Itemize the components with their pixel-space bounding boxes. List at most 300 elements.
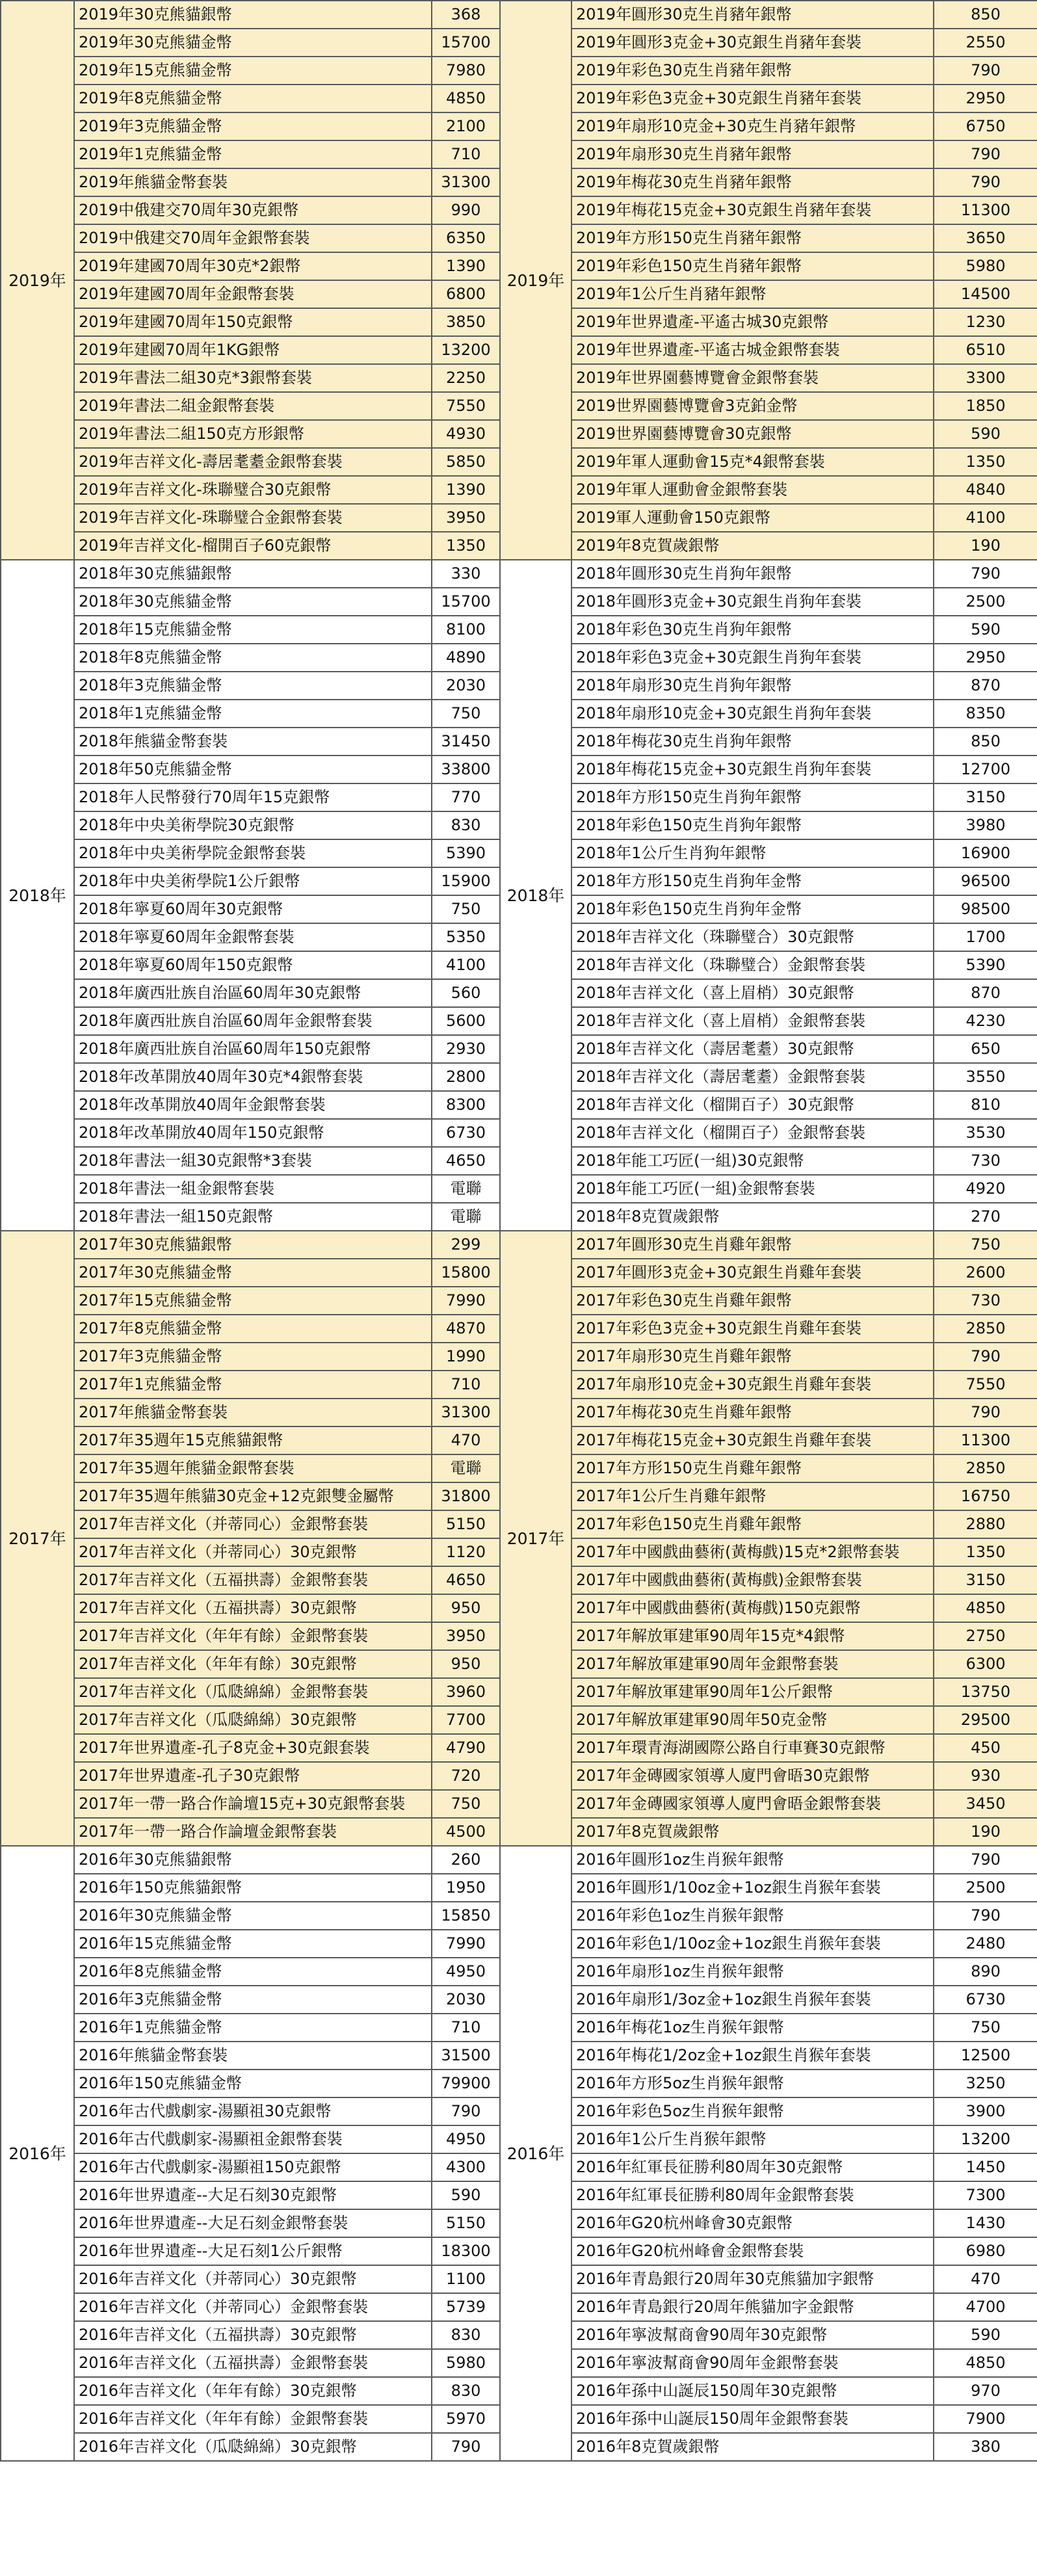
coin-name-left: 2016年吉祥文化（并蒂同心）金銀幣套裝 <box>74 2293 432 2321</box>
coin-name-right: 2017年中國戲曲藝術(黃梅戲)金銀幣套裝 <box>571 1566 934 1594</box>
coin-price-right: 11300 <box>934 1426 1037 1454</box>
coin-name-left: 2017年世界遺產-孔子8克金+30克銀套裝 <box>74 1734 432 1762</box>
coin-name-right: 2018年吉祥文化（珠聯璧合）金銀幣套裝 <box>571 951 934 979</box>
coin-name-left: 2017年35週年熊貓金銀幣套裝 <box>74 1454 432 1482</box>
coin-name-right: 2019世界園藝博覽會3克鉑金幣 <box>571 392 934 420</box>
coin-price-left: 2100 <box>432 112 500 140</box>
coin-price-right: 850 <box>934 728 1037 756</box>
coin-name-left: 2017年3克熊貓金幣 <box>74 1343 432 1371</box>
coin-name-left: 2018年寧夏60周年150克銀幣 <box>74 951 432 979</box>
coin-name-right: 2018年能工巧匠(一組)30克銀幣 <box>571 1147 934 1175</box>
coin-name-right: 2017年扇形30克生肖雞年銀幣 <box>571 1343 934 1371</box>
coin-price-left: 4650 <box>432 1147 500 1175</box>
coin-name-left: 2018年書法一組150克銀幣 <box>74 1203 432 1231</box>
coin-price-right: 890 <box>934 1958 1037 1986</box>
coin-price-left: 6350 <box>432 224 500 252</box>
coin-price-left: 5980 <box>432 2349 500 2377</box>
coin-price-left: 13200 <box>432 336 500 364</box>
coin-name-left: 2017年35週年15克熊貓銀幣 <box>74 1426 432 1454</box>
coin-price-left: 990 <box>432 196 500 224</box>
coin-name-right: 2016年彩色1/10oz金+1oz銀生肖猴年套裝 <box>571 1930 934 1958</box>
coin-name-left: 2018年改革開放40周年30克*4銀幣套裝 <box>74 1063 432 1091</box>
coin-name-left: 2017年吉祥文化（瓜瓞綿綿）30克銀幣 <box>74 1706 432 1734</box>
coin-name-right: 2018年吉祥文化（壽居耄耋）30克銀幣 <box>571 1035 934 1063</box>
coin-price-right: 790 <box>934 57 1037 85</box>
coin-price-right: 790 <box>934 1902 1037 1930</box>
coin-price-right: 2850 <box>934 1454 1037 1482</box>
coin-price-left: 4870 <box>432 1315 500 1343</box>
coin-price-left: 1390 <box>432 252 500 280</box>
coin-name-right: 2019年彩色150克生肖豬年銀幣 <box>571 252 934 280</box>
coin-price-left: 4950 <box>432 2125 500 2153</box>
coin-price-left: 6800 <box>432 280 500 308</box>
coin-name-right: 2016年扇形1/3oz金+1oz銀生肖猴年套裝 <box>571 1986 934 2014</box>
coin-name-left: 2019年15克熊貓金幣 <box>74 57 432 85</box>
coin-price-left: 3950 <box>432 504 500 532</box>
coin-name-left: 2019年熊貓金幣套裝 <box>74 168 432 196</box>
coin-name-right: 2018年吉祥文化（榴開百子）金銀幣套裝 <box>571 1119 934 1147</box>
coin-name-left: 2016年吉祥文化（五福拱壽）金銀幣套裝 <box>74 2349 432 2377</box>
coin-price-right: 970 <box>934 2377 1037 2405</box>
year-label-left: 2019年 <box>1 1 74 560</box>
coin-price-right: 790 <box>934 1846 1037 1874</box>
coin-price-right: 730 <box>934 1287 1037 1315</box>
coin-name-left: 2017年世界遺產-孔子30克銀幣 <box>74 1762 432 1790</box>
coin-price-left: 79900 <box>432 2070 500 2097</box>
coin-price-right: 12500 <box>934 2042 1037 2070</box>
coin-name-left: 2019年3克熊貓金幣 <box>74 112 432 140</box>
coin-name-right: 2018年吉祥文化（榴開百子）30克銀幣 <box>571 1091 934 1119</box>
coin-price-left: 31300 <box>432 168 500 196</box>
coin-name-left: 2016年古代戲劇家-湯顯祖金銀幣套裝 <box>74 2125 432 2153</box>
coin-price-right: 1350 <box>934 1538 1037 1566</box>
coin-name-left: 2018年中央美術學院1公斤銀幣 <box>74 867 432 895</box>
coin-name-right: 2017年解放軍建軍90周年1公斤銀幣 <box>571 1678 934 1706</box>
coin-name-left: 2016年30克熊貓銀幣 <box>74 1846 432 1874</box>
coin-name-right: 2016年8克賀歲銀幣 <box>571 2433 934 2461</box>
coin-price-right: 4920 <box>934 1175 1037 1203</box>
coin-name-right: 2019年圓形30克生肖豬年銀幣 <box>571 1 934 29</box>
coin-price-right: 3450 <box>934 1790 1037 1818</box>
coin-name-left: 2018年廣西壯族自治區60周年金銀幣套裝 <box>74 1007 432 1035</box>
coin-price-right: 730 <box>934 1147 1037 1175</box>
coin-name-right: 2017年8克賀歲銀幣 <box>571 1818 934 1846</box>
coin-price-right: 98500 <box>934 895 1037 923</box>
table-row <box>1 1231 1037 1259</box>
coin-price-right: 7300 <box>934 2181 1037 2209</box>
coin-price-right: 2880 <box>934 1510 1037 1538</box>
coin-name-right: 2018年梅花15克金+30克銀生肖狗年套裝 <box>571 756 934 783</box>
coin-name-right: 2016年扇形1oz生肖猴年銀幣 <box>571 1958 934 1986</box>
coin-name-right: 2019年彩色30克生肖豬年銀幣 <box>571 57 934 85</box>
coin-price-right: 870 <box>934 979 1037 1007</box>
coin-name-left: 2017年吉祥文化（年年有餘）30克銀幣 <box>74 1650 432 1678</box>
coin-name-left: 2019中俄建交70周年30克銀幣 <box>74 196 432 224</box>
coin-name-right: 2016年彩色5oz生肖猴年銀幣 <box>571 2097 934 2125</box>
coin-price-left: 2250 <box>432 364 500 392</box>
coin-name-left: 2016年150克熊貓金幣 <box>74 2070 432 2097</box>
coin-price-left: 5150 <box>432 1510 500 1538</box>
coin-name-left: 2018年廣西壯族自治區60周年150克銀幣 <box>74 1035 432 1063</box>
coin-price-right: 590 <box>934 616 1037 644</box>
coin-price-right: 2750 <box>934 1622 1037 1650</box>
coin-name-right: 2016年紅軍長征勝利80周年金銀幣套裝 <box>571 2181 934 2209</box>
table-row <box>1 1 1037 29</box>
coin-name-right: 2016年孫中山誕辰150周年金銀幣套裝 <box>571 2405 934 2433</box>
coin-name-left: 2019年8克熊貓金幣 <box>74 85 432 112</box>
coin-price-left: 7980 <box>432 57 500 85</box>
coin-name-right: 2018年彩色150克生肖狗年金幣 <box>571 895 934 923</box>
coin-name-left: 2016年吉祥文化（年年有餘）金銀幣套裝 <box>74 2405 432 2433</box>
coin-price-right: 6510 <box>934 336 1037 364</box>
coin-price-left: 710 <box>432 2014 500 2042</box>
coin-name-left: 2017年吉祥文化（五福拱壽）30克銀幣 <box>74 1594 432 1622</box>
coin-name-left: 2016年吉祥文化（并蒂同心）30克銀幣 <box>74 2265 432 2293</box>
coin-price-right: 4230 <box>934 1007 1037 1035</box>
coin-name-left: 2017年吉祥文化（并蒂同心）30克銀幣 <box>74 1538 432 1566</box>
coin-price-left: 電聯 <box>432 1175 500 1203</box>
coin-price-right: 7550 <box>934 1371 1037 1399</box>
coin-price-right: 13750 <box>934 1678 1037 1706</box>
coin-price-left: 2030 <box>432 672 500 700</box>
coin-name-right: 2017年解放軍建軍90周年金銀幣套裝 <box>571 1650 934 1678</box>
coin-name-right: 2017年圓形3克金+30克銀生肖雞年套裝 <box>571 1259 934 1287</box>
year-label-left: 2017年 <box>1 1231 74 1846</box>
coin-name-left: 2019年書法二組金銀幣套裝 <box>74 392 432 420</box>
coin-price-left: 15700 <box>432 588 500 616</box>
coin-name-right: 2019年圓形3克金+30克銀生肖豬年套裝 <box>571 29 934 57</box>
coin-name-right: 2018年吉祥文化（喜上眉梢）30克銀幣 <box>571 979 934 1007</box>
coin-price-left: 2030 <box>432 1986 500 2014</box>
coin-name-right: 2017年扇形10克金+30克銀生肖雞年套裝 <box>571 1371 934 1399</box>
coin-name-right: 2016年圓形1oz生肖猴年銀幣 <box>571 1846 934 1874</box>
coin-name-right: 2017年方形150克生肖雞年銀幣 <box>571 1454 934 1482</box>
coin-name-right: 2019年8克賀歲銀幣 <box>571 532 934 560</box>
coin-name-left: 2016年15克熊貓金幣 <box>74 1930 432 1958</box>
coin-price-right: 1450 <box>934 2153 1037 2181</box>
coin-price-right: 6730 <box>934 1986 1037 2014</box>
coin-name-left: 2017年一帶一路合作論壇15克+30克銀幣套裝 <box>74 1790 432 1818</box>
coin-price-left: 720 <box>432 1762 500 1790</box>
coin-price-left: 4950 <box>432 1958 500 1986</box>
coin-price-left: 3950 <box>432 1622 500 1650</box>
coin-price-right: 590 <box>934 420 1037 448</box>
coin-name-left: 2016年30克熊貓金幣 <box>74 1902 432 1930</box>
coin-name-right: 2017年環青海湖國際公路自行車賽30克銀幣 <box>571 1734 934 1762</box>
coin-name-left: 2016年古代戲劇家-湯顯祖30克銀幣 <box>74 2097 432 2125</box>
year-label-right: 2017年 <box>500 1231 571 1846</box>
coin-name-right: 2019年扇形10克金+30克生肖豬年銀幣 <box>571 112 934 140</box>
coin-name-right: 2018年能工巧匠(一組)金銀幣套裝 <box>571 1175 934 1203</box>
coin-price-left: 1120 <box>432 1538 500 1566</box>
coin-price-left: 5850 <box>432 448 500 476</box>
coin-name-left: 2018年3克熊貓金幣 <box>74 672 432 700</box>
coin-name-right: 2018年圓形3克金+30克銀生肖狗年套裝 <box>571 588 934 616</box>
coin-name-right: 2017年彩色150克生肖雞年銀幣 <box>571 1510 934 1538</box>
coin-price-left: 31500 <box>432 2042 500 2070</box>
coin-name-left: 2016年1克熊貓金幣 <box>74 2014 432 2042</box>
coin-name-right: 2018年吉祥文化（喜上眉梢）金銀幣套裝 <box>571 1007 934 1035</box>
coin-price-right: 4850 <box>934 1594 1037 1622</box>
coin-price-right: 14500 <box>934 280 1037 308</box>
coin-price-left: 750 <box>432 700 500 728</box>
coin-name-right: 2016年梅花1/2oz金+1oz銀生肖猴年套裝 <box>571 2042 934 2070</box>
coin-price-right: 2500 <box>934 588 1037 616</box>
coin-name-left: 2017年吉祥文化（并蒂同心）金銀幣套裝 <box>74 1510 432 1538</box>
coin-price-left: 770 <box>432 783 500 811</box>
coin-name-right: 2016年青島銀行20周年30克熊貓加字銀幣 <box>571 2265 934 2293</box>
coin-name-right: 2018年方形150克生肖狗年金幣 <box>571 867 934 895</box>
coin-name-left: 2018年寧夏60周年30克銀幣 <box>74 895 432 923</box>
coin-name-left: 2019年建國70周年金銀幣套裝 <box>74 280 432 308</box>
coin-price-left: 15900 <box>432 867 500 895</box>
coin-name-left: 2018年書法一組金銀幣套裝 <box>74 1175 432 1203</box>
coin-price-right: 4700 <box>934 2293 1037 2321</box>
coin-name-right: 2019世界園藝博覽會30克銀幣 <box>571 420 934 448</box>
coin-name-right: 2019年世界遺產-平遙古城30克銀幣 <box>571 308 934 336</box>
coin-price-left: 950 <box>432 1594 500 1622</box>
coin-name-right: 2016年圓形1/10oz金+1oz銀生肖猴年套裝 <box>571 1874 934 1902</box>
coin-price-right: 29500 <box>934 1706 1037 1734</box>
coin-name-left: 2017年熊貓金幣套裝 <box>74 1399 432 1426</box>
coin-price-left: 1100 <box>432 2265 500 2293</box>
coin-price-left: 4650 <box>432 1566 500 1594</box>
coin-name-right: 2018年圓形30克生肖狗年銀幣 <box>571 560 934 588</box>
coin-price-right: 2850 <box>934 1315 1037 1343</box>
coin-name-right: 2019年彩色3克金+30克銀生肖豬年套裝 <box>571 85 934 112</box>
coin-price-right: 96500 <box>934 867 1037 895</box>
coin-name-left: 2017年吉祥文化（年年有餘）金銀幣套裝 <box>74 1622 432 1650</box>
coin-name-left: 2017年15克熊貓金幣 <box>74 1287 432 1315</box>
coin-name-left: 2018年中央美術學院30克銀幣 <box>74 811 432 839</box>
coin-price-right: 16900 <box>934 839 1037 867</box>
coin-price-right: 2500 <box>934 1874 1037 1902</box>
coin-name-left: 2017年吉祥文化（瓜瓞綿綿）金銀幣套裝 <box>74 1678 432 1706</box>
coin-price-left: 5970 <box>432 2405 500 2433</box>
coin-price-right: 3300 <box>934 364 1037 392</box>
coin-name-right: 2016年方形5oz生肖猴年銀幣 <box>571 2070 934 2097</box>
coin-name-right: 2019年軍人運動會15克*4銀幣套裝 <box>571 448 934 476</box>
coin-price-left: 5390 <box>432 839 500 867</box>
coin-price-left: 590 <box>432 2181 500 2209</box>
coin-name-left: 2018年中央美術學院金銀幣套裝 <box>74 839 432 867</box>
coin-name-right: 2016年紅軍長征勝利80周年30克銀幣 <box>571 2153 934 2181</box>
coin-price-right: 750 <box>934 1231 1037 1259</box>
coin-name-right: 2019軍人運動會150克銀幣 <box>571 504 934 532</box>
coin-name-left: 2019年1克熊貓金幣 <box>74 140 432 168</box>
coin-price-left: 8100 <box>432 616 500 644</box>
coin-price-left: 6730 <box>432 1119 500 1147</box>
coin-name-right: 2017年解放軍建軍90周年50克金幣 <box>571 1706 934 1734</box>
coin-price-left: 4100 <box>432 951 500 979</box>
coin-name-right: 2017年彩色3克金+30克銀生肖雞年套裝 <box>571 1315 934 1343</box>
coin-name-left: 2018年15克熊貓金幣 <box>74 616 432 644</box>
coin-name-left: 2019年吉祥文化-珠聯璧合金銀幣套裝 <box>74 504 432 532</box>
coin-name-left: 2016年熊貓金幣套裝 <box>74 2042 432 2070</box>
coin-price-right: 6750 <box>934 112 1037 140</box>
coin-price-left: 2800 <box>432 1063 500 1091</box>
coin-price-left: 7990 <box>432 1930 500 1958</box>
coin-name-right: 2016年1公斤生肖猴年銀幣 <box>571 2125 934 2153</box>
coin-name-left: 2018年熊貓金幣套裝 <box>74 728 432 756</box>
coin-name-right: 2018年吉祥文化（壽居耄耋）金銀幣套裝 <box>571 1063 934 1091</box>
coin-price-left: 790 <box>432 2097 500 2125</box>
coin-name-right: 2018年彩色30克生肖狗年銀幣 <box>571 616 934 644</box>
coin-price-right: 750 <box>934 2014 1037 2042</box>
coin-price-left: 1950 <box>432 1874 500 1902</box>
coin-price-left: 830 <box>432 2377 500 2405</box>
coin-price-right: 2600 <box>934 1259 1037 1287</box>
coin-price-right: 2950 <box>934 644 1037 672</box>
coin-price-left: 830 <box>432 811 500 839</box>
coin-name-right: 2019年1公斤生肖豬年銀幣 <box>571 280 934 308</box>
coin-price-left: 4300 <box>432 2153 500 2181</box>
coin-price-right: 850 <box>934 1 1037 29</box>
coin-price-right: 790 <box>934 1399 1037 1426</box>
coin-name-right: 2016年青島銀行20周年熊貓加字金銀幣 <box>571 2293 934 2321</box>
coin-name-left: 2018年30克熊貓銀幣 <box>74 560 432 588</box>
coin-price-left: 4790 <box>432 1734 500 1762</box>
coin-price-right: 11300 <box>934 196 1037 224</box>
year-label-right: 2018年 <box>500 560 571 1231</box>
coin-name-left: 2017年1克熊貓金幣 <box>74 1371 432 1399</box>
coin-name-left: 2019年建國70周年30克*2銀幣 <box>74 252 432 280</box>
coin-price-left: 710 <box>432 1371 500 1399</box>
coin-name-right: 2019年世界遺產-平遙古城金銀幣套裝 <box>571 336 934 364</box>
coin-name-right: 2016年梅花1oz生肖猴年銀幣 <box>571 2014 934 2042</box>
coin-price-right: 450 <box>934 1734 1037 1762</box>
coin-name-right: 2018年梅花30克生肖狗年銀幣 <box>571 728 934 756</box>
coin-price-right: 790 <box>934 560 1037 588</box>
coin-name-left: 2016年世界遺產--大足石刻30克銀幣 <box>74 2181 432 2209</box>
coin-name-left: 2016年吉祥文化（瓜瓞綿綿）30克銀幣 <box>74 2433 432 2461</box>
coin-name-left: 2019中俄建交70周年金銀幣套裝 <box>74 224 432 252</box>
coin-name-right: 2016年彩色1oz生肖猴年銀幣 <box>571 1902 934 1930</box>
coin-price-left: 330 <box>432 560 500 588</box>
coin-price-right: 2480 <box>934 1930 1037 1958</box>
coin-price-right: 4840 <box>934 476 1037 504</box>
coin-name-left: 2018年1克熊貓金幣 <box>74 700 432 728</box>
coin-name-right: 2019年方形150克生肖豬年銀幣 <box>571 224 934 252</box>
coin-price-right: 1850 <box>934 392 1037 420</box>
coin-price-left: 3850 <box>432 308 500 336</box>
coin-price-right: 3530 <box>934 1119 1037 1147</box>
coin-price-left: 3960 <box>432 1678 500 1706</box>
coin-price-left: 1350 <box>432 532 500 560</box>
coin-name-right: 2018年吉祥文化（珠聯璧合）30克銀幣 <box>571 923 934 951</box>
coin-price-right: 2550 <box>934 29 1037 57</box>
coin-name-right: 2018年扇形10克金+30克銀生肖狗年套裝 <box>571 700 934 728</box>
coin-price-right: 7900 <box>934 2405 1037 2433</box>
coin-name-right: 2017年金磚國家領導人廈門會晤金銀幣套裝 <box>571 1790 934 1818</box>
coin-price-left: 560 <box>432 979 500 1007</box>
coin-price-left: 15850 <box>432 1902 500 1930</box>
coin-name-left: 2016年吉祥文化（五福拱壽）30克銀幣 <box>74 2321 432 2349</box>
coin-price-left: 5150 <box>432 2209 500 2237</box>
coin-price-left: 299 <box>432 1231 500 1259</box>
coin-name-left: 2019年吉祥文化-榴開百子60克銀幣 <box>74 532 432 560</box>
year-label-right: 2019年 <box>500 1 571 560</box>
coin-price-right: 3980 <box>934 811 1037 839</box>
coin-price-right: 5390 <box>934 951 1037 979</box>
coin-name-right: 2016年寧波幫商會90周年金銀幣套裝 <box>571 2349 934 2377</box>
coin-price-right: 3550 <box>934 1063 1037 1091</box>
coin-name-left: 2019年30克熊貓金幣 <box>74 29 432 57</box>
coin-price-right: 1430 <box>934 2209 1037 2237</box>
coin-name-left: 2016年150克熊貓銀幣 <box>74 1874 432 1902</box>
year-label-right: 2016年 <box>500 1846 571 2461</box>
coin-price-right: 790 <box>934 168 1037 196</box>
coin-price-left: 4850 <box>432 85 500 112</box>
year-label-left: 2016年 <box>1 1846 74 2461</box>
coin-name-right: 2016年G20杭州峰會30克銀幣 <box>571 2209 934 2237</box>
coin-price-right: 5980 <box>934 252 1037 280</box>
coin-name-right: 2018年彩色150克生肖狗年銀幣 <box>571 811 934 839</box>
coin-price-left: 750 <box>432 1790 500 1818</box>
coin-price-left: 5739 <box>432 2293 500 2321</box>
coin-name-right: 2018年方形150克生肖狗年銀幣 <box>571 783 934 811</box>
coin-name-left: 2017年35週年熊貓30克金+12克銀雙金屬幣 <box>74 1482 432 1510</box>
coin-price-left: 368 <box>432 1 500 29</box>
coin-name-left: 2016年吉祥文化（年年有餘）30克銀幣 <box>74 2377 432 2405</box>
coin-name-left: 2017年30克熊貓金幣 <box>74 1259 432 1287</box>
coin-price-left: 750 <box>432 895 500 923</box>
coin-name-right: 2019年梅花30克生肖豬年銀幣 <box>571 168 934 196</box>
coin-price-right: 650 <box>934 1035 1037 1063</box>
coin-name-right: 2018年1公斤生肖狗年銀幣 <box>571 839 934 867</box>
coin-name-left: 2016年8克熊貓金幣 <box>74 1958 432 1986</box>
coin-name-right: 2017年金磚國家領導人廈門會晤30克銀幣 <box>571 1762 934 1790</box>
coin-name-right: 2017年中國戲曲藝術(黃梅戲)15克*2銀幣套裝 <box>571 1538 934 1566</box>
coin-name-right: 2018年彩色3克金+30克銀生肖狗年套裝 <box>571 644 934 672</box>
coin-name-left: 2018年改革開放40周年150克銀幣 <box>74 1119 432 1147</box>
coin-price-left: 31450 <box>432 728 500 756</box>
coin-price-right: 470 <box>934 2265 1037 2293</box>
coin-price-right: 270 <box>934 1203 1037 1231</box>
coin-name-left: 2016年3克熊貓金幣 <box>74 1986 432 2014</box>
coin-price-left: 電聯 <box>432 1203 500 1231</box>
coin-price-right: 3650 <box>934 224 1037 252</box>
coin-name-left: 2018年30克熊貓金幣 <box>74 588 432 616</box>
coin-price-right: 3150 <box>934 783 1037 811</box>
coin-name-left: 2016年世界遺產--大足石刻金銀幣套裝 <box>74 2209 432 2237</box>
coin-price-right: 1350 <box>934 448 1037 476</box>
coin-price-left: 15700 <box>432 29 500 57</box>
coin-name-right: 2017年1公斤生肖雞年銀幣 <box>571 1482 934 1510</box>
coin-price-right: 12700 <box>934 756 1037 783</box>
coin-price-left: 4500 <box>432 1818 500 1846</box>
coin-price-right: 6980 <box>934 2237 1037 2265</box>
coin-price-left: 18300 <box>432 2237 500 2265</box>
coin-price-left: 790 <box>432 2433 500 2461</box>
coin-name-left: 2018年寧夏60周年金銀幣套裝 <box>74 923 432 951</box>
coin-price-right: 380 <box>934 2433 1037 2461</box>
coin-name-left: 2018年書法一組30克銀幣*3套裝 <box>74 1147 432 1175</box>
coin-name-left: 2018年50克熊貓金幣 <box>74 756 432 783</box>
coin-price-left: 15800 <box>432 1259 500 1287</box>
coin-name-left: 2018年人民幣發行70周年15克銀幣 <box>74 783 432 811</box>
coin-price-right: 2950 <box>934 85 1037 112</box>
coin-name-left: 2019年吉祥文化-珠聯璧合30克銀幣 <box>74 476 432 504</box>
coin-name-right: 2016年孫中山誕辰150周年30克銀幣 <box>571 2377 934 2405</box>
coin-price-right: 4850 <box>934 2349 1037 2377</box>
coin-price-right: 870 <box>934 672 1037 700</box>
coin-price-left: 4930 <box>432 420 500 448</box>
coin-name-left: 2019年建國70周年1KG銀幣 <box>74 336 432 364</box>
coin-price-left: 5600 <box>432 1007 500 1035</box>
coin-name-left: 2018年8克熊貓金幣 <box>74 644 432 672</box>
coin-price-right: 930 <box>934 1762 1037 1790</box>
